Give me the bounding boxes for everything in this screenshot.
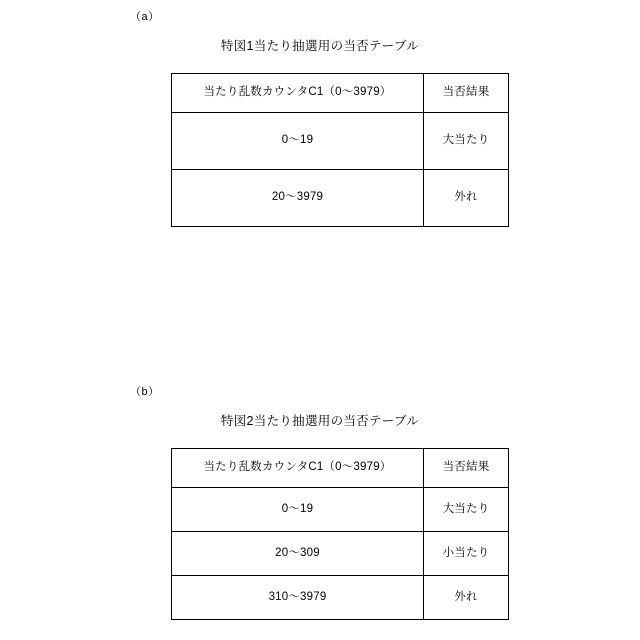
table-cell-result [424,170,509,227]
result-value: 外れ [454,590,478,603]
table-cell-result [424,488,509,532]
table-header-row [172,74,509,113]
table-cell-result [424,576,509,620]
table-row [172,532,509,576]
table-cell-range [172,170,424,227]
figure-b-table-wrapper [171,448,509,620]
table-header-cell-counter [172,74,424,113]
result-value: 外れ [454,191,478,204]
table-header-cell-result [424,449,509,488]
header-counter-label: 当たり乱数カウンタC1（0〜3979） [203,86,392,99]
range-value: 20〜3979 [271,191,324,204]
table-row [172,488,509,532]
table-row [172,576,509,620]
table-cell-result [424,532,509,576]
table-cell-result [424,113,509,170]
table-row [172,113,509,170]
figure-a-title: 特図1当たり抽選用の当否テーブル [220,39,420,53]
range-value: 20〜309 [275,546,320,559]
range-value: 0〜19 [281,502,314,515]
header-result-label: 当否結果 [442,86,490,99]
table-header-cell-result [424,74,509,113]
figure-b-label: （b） [130,386,160,398]
table-cell-range [172,576,424,620]
result-value: 大当たり [442,502,490,515]
range-value: 310〜3979 [268,590,327,603]
result-value: 小当たり [442,546,490,559]
lottery-table-a [171,73,509,227]
table-header-cell-counter [172,449,424,488]
table-cell-range [172,532,424,576]
table-header-row [172,449,509,488]
figure-a-table-wrapper [171,73,509,227]
figure-a-label: （a） [130,11,160,23]
table-row [172,170,509,227]
table-cell-range [172,488,424,532]
header-result-label: 当否結果 [442,461,490,474]
range-value: 0〜19 [281,134,314,147]
figure-b-title: 特図2当たり抽選用の当否テーブル [220,414,420,428]
result-value: 大当たり [442,134,490,147]
header-counter-label: 当たり乱数カウンタC1（0〜3979） [203,461,392,474]
table-cell-range [172,113,424,170]
lottery-table-b [171,448,509,620]
